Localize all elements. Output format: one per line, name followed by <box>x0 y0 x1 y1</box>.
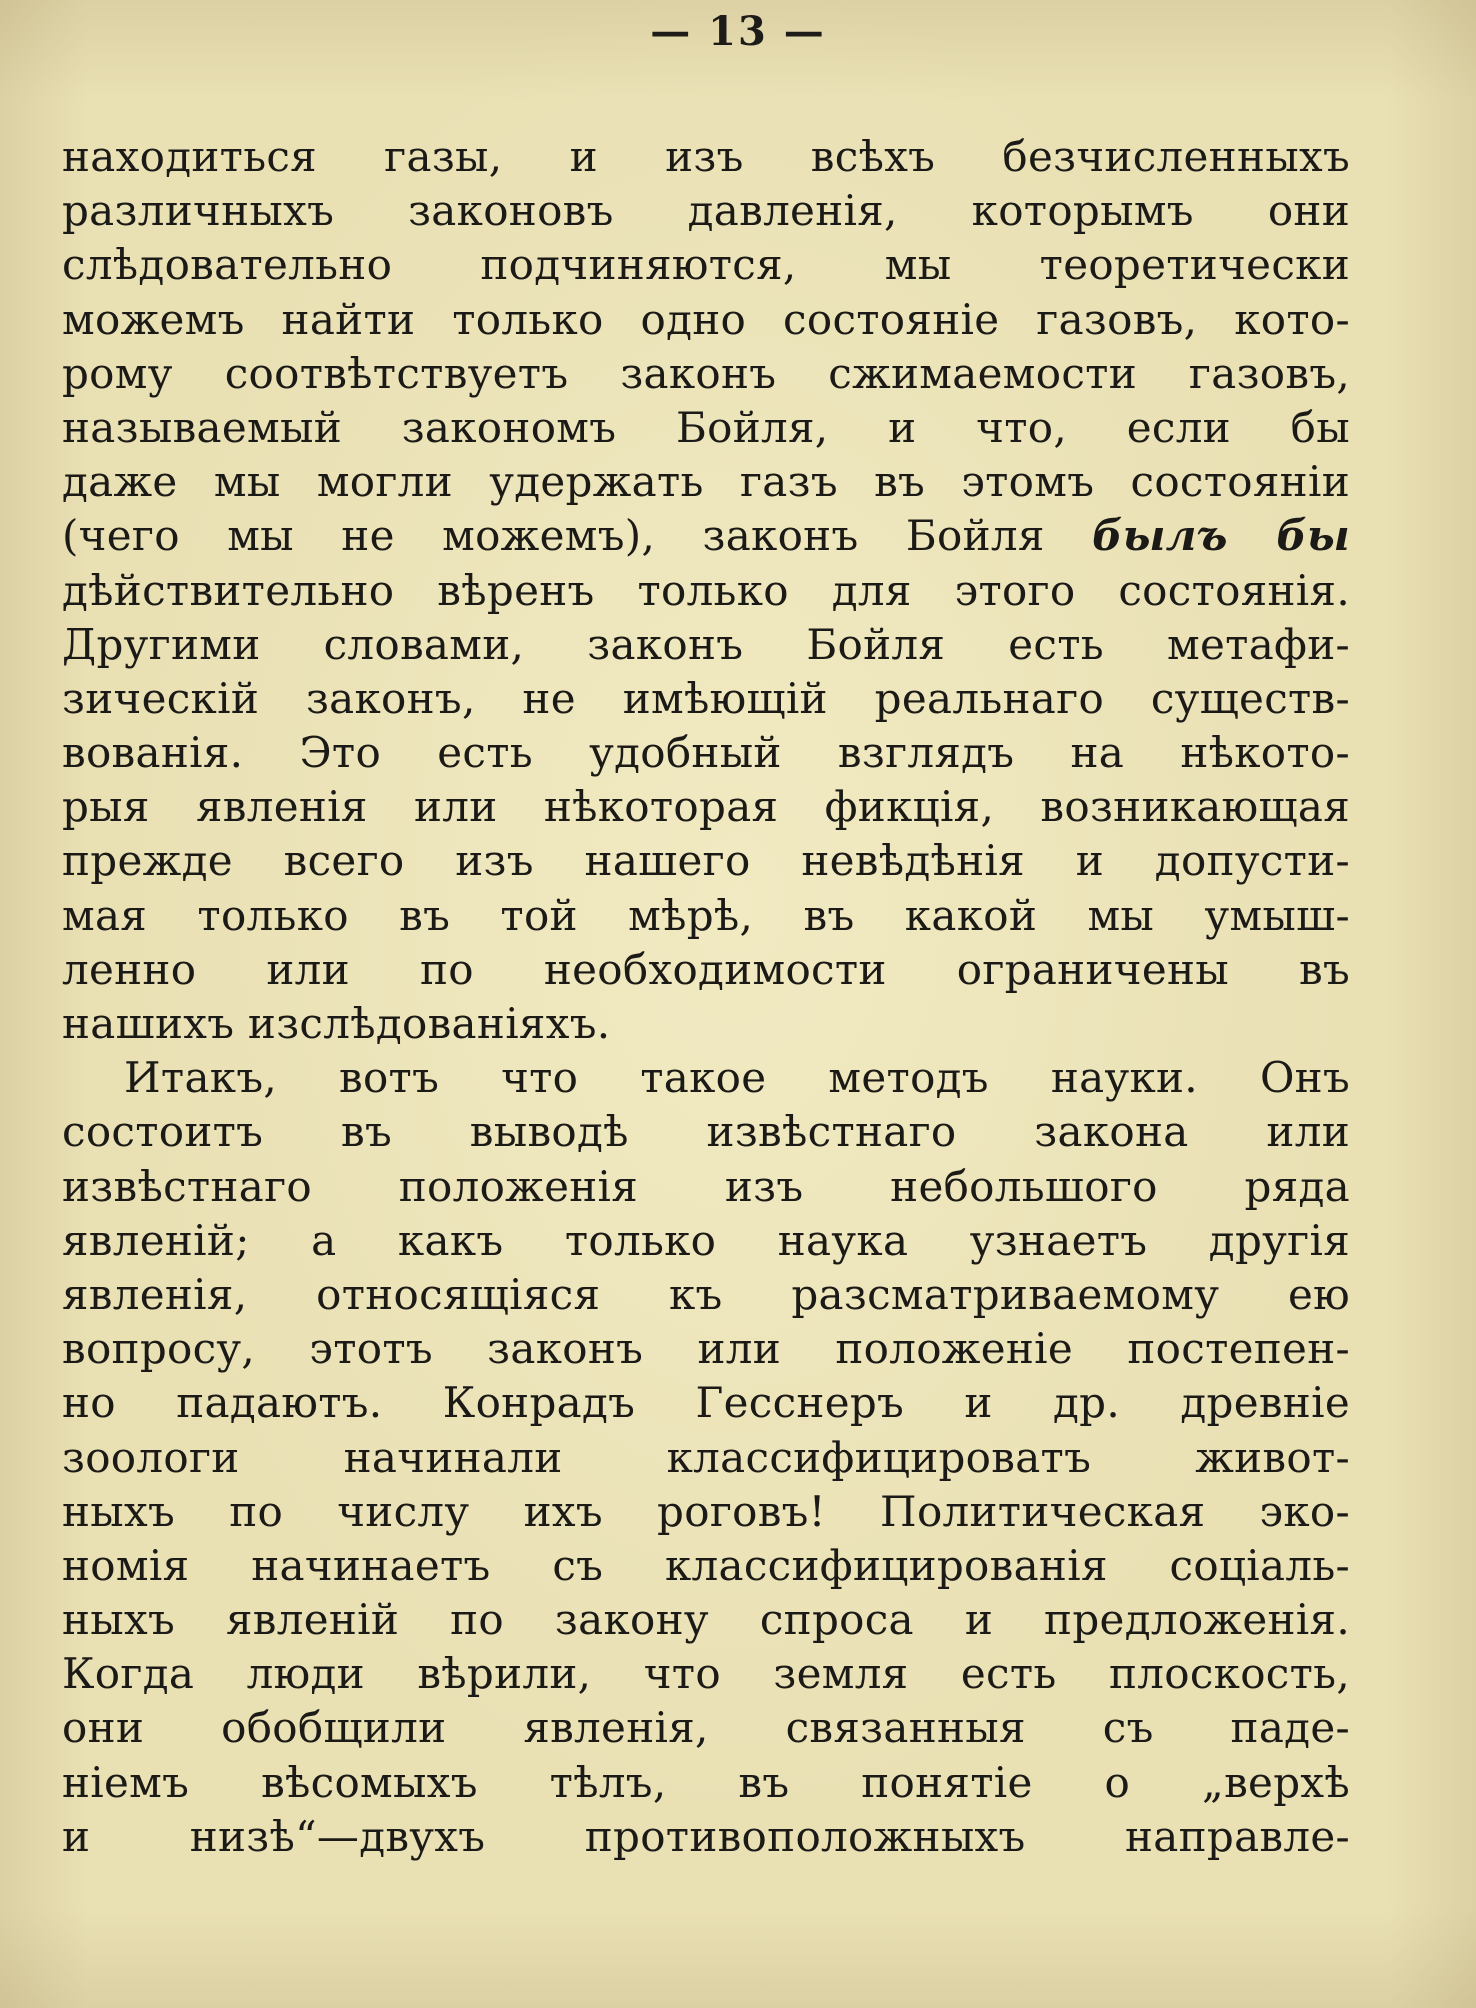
text-line: они обобщили явленія, связанныя съ паде- <box>62 1703 1350 1753</box>
text-segment: (чего мы не можемъ), законъ Бойля <box>62 511 1045 561</box>
italic-emphasis: былъ бы <box>1092 511 1351 561</box>
text-line: находиться газы, и изъ всѣхъ безчисленныхъ <box>62 132 1350 181</box>
text-line: ныхъ по числу ихъ роговъ! Политическая эко- <box>62 1486 1350 1536</box>
text-line: дѣйствительно вѣренъ только для этого состоянія. <box>62 565 1350 615</box>
text-line: называемый закономъ Бойля, и что, если бы <box>62 402 1350 452</box>
text-line: ныхъ явленій по закону спроса и предложенія. <box>62 1595 1350 1645</box>
text-line-with-italic <box>62 509 1350 563</box>
page-number: — 13 — <box>650 8 826 55</box>
body-text <box>62 130 1350 1864</box>
text-line: Итакъ, вотъ что такое методъ науки. Онъ <box>124 1053 1350 1103</box>
text-line: явленій; а какъ только наука узнаетъ другія <box>62 1215 1350 1265</box>
text-line: и низѣ“—двухъ противоположныхъ направле- <box>62 1811 1350 1861</box>
text-line: прежде всего изъ нашего невѣдѣнія и допусти- <box>62 836 1350 886</box>
text-line: ленно или по необходимости ограничены въ <box>62 944 1350 994</box>
text-line: рыя явленія или нѣкоторая фикція, возникающая <box>62 782 1350 832</box>
text-line: явленія, относящіяся къ разсматриваемому ею <box>62 1269 1350 1319</box>
text-line: Когда люди вѣрили, что земля есть плоскость, <box>62 1649 1350 1699</box>
text-line: номія начинаетъ съ классифицированія соціаль- <box>62 1540 1350 1590</box>
text-line: ніемъ вѣсомыхъ тѣлъ, въ понятіе о „верхѣ <box>62 1757 1350 1807</box>
text-line: но падаютъ. Конрадъ Гесснеръ и др. древніе <box>62 1378 1350 1428</box>
text-line: даже мы могли удержать газъ въ этомъ состояніи <box>62 457 1350 507</box>
text-line: вованія. Это есть удобный взглядъ на нѣкото- <box>62 728 1350 778</box>
text-line: Другими словами, законъ Бойля есть метафи- <box>62 619 1350 669</box>
text-line: извѣстнаго положенія изъ небольшого ряда <box>62 1161 1350 1211</box>
text-line: можемъ найти только одно состояніе газовъ, кото- <box>62 294 1350 344</box>
text-line: рому соотвѣтствуетъ законъ сжимаемости газовъ, <box>62 348 1350 398</box>
text-line: нашихъ изслѣдованіяхъ. <box>62 999 611 1048</box>
text-line: вопросу, этотъ законъ или положеніе постепен- <box>62 1324 1350 1374</box>
paragraph-2 <box>62 1051 1350 1864</box>
text-line: состоитъ въ выводѣ извѣстнаго закона или <box>62 1107 1350 1157</box>
text-line: различныхъ законовъ давленія, которымъ они <box>62 186 1350 236</box>
text-line: зоологи начинали классифицироватъ живот- <box>62 1432 1350 1482</box>
text-line: зическій законъ, не имѣющій реальнаго существ- <box>62 673 1350 723</box>
text-line: мая только въ той мѣрѣ, въ какой мы умыш- <box>62 890 1350 940</box>
text-line: слѣдовательно подчиняются, мы теоретически <box>62 240 1350 290</box>
paragraph-1 <box>62 130 1350 1051</box>
